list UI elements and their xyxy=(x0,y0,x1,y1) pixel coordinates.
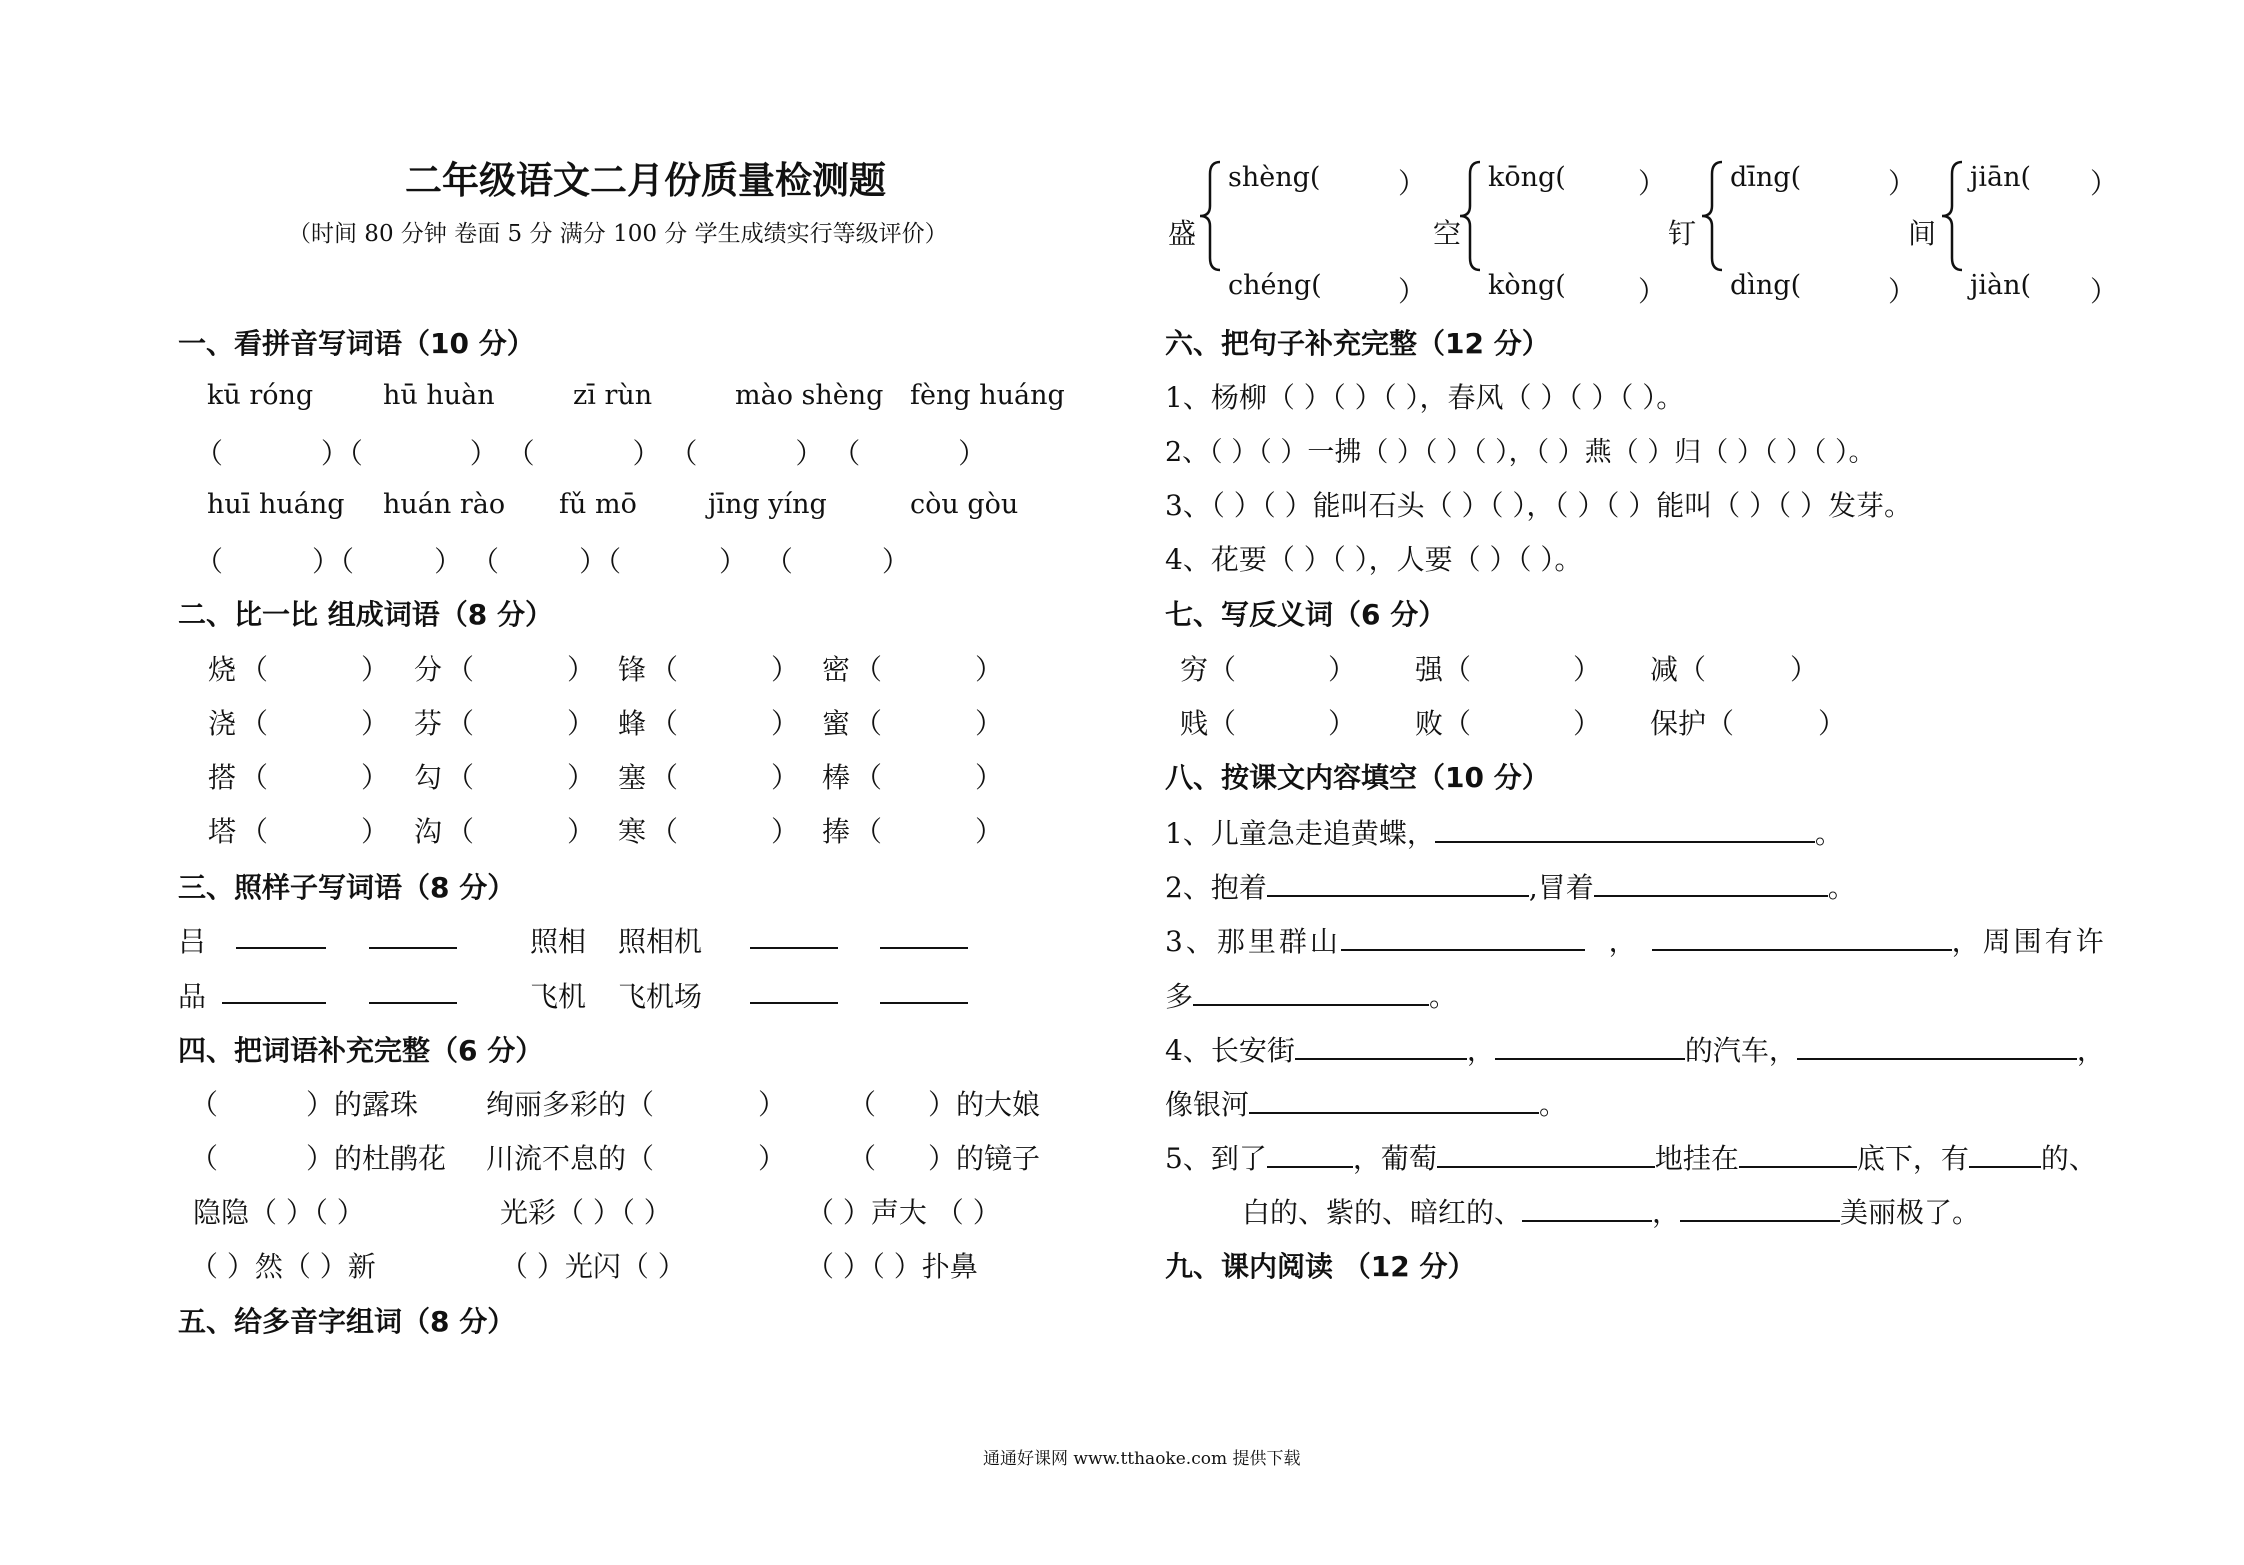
fill-text: ，葡萄 xyxy=(1352,1142,1437,1175)
open-paren: （ xyxy=(190,1088,219,1121)
open-paren: （ xyxy=(854,815,883,848)
section-6-heading: 六、把句子补充完整（12 分） xyxy=(1165,327,1550,360)
fill-text: ， xyxy=(2076,1034,2105,1067)
polyphone-pinyin: kōng( xyxy=(1488,162,1566,193)
blank-line[interactable] xyxy=(1522,1194,1652,1222)
fill-text: 多 xyxy=(1165,980,1194,1013)
open-paren: （ xyxy=(446,761,475,794)
blank-line[interactable] xyxy=(1295,1032,1467,1060)
compare-char: 棒 xyxy=(822,761,851,794)
open-paren: （ xyxy=(854,761,883,794)
curly-brace-icon xyxy=(1458,160,1484,272)
close-paren: ） xyxy=(1573,707,1602,740)
close-paren: ） xyxy=(975,707,1004,740)
sentence-4: 4、花要（ ）（ ），人要（ ）（ ）。 xyxy=(1165,543,1583,576)
example-char-2: 品 xyxy=(178,980,207,1013)
section-7-heading: 七、写反义词（6 分） xyxy=(1165,598,1447,631)
fill-text: 底下，有 xyxy=(1856,1142,1969,1175)
polyphone-pinyin: dīng( xyxy=(1730,162,1802,193)
close-paren: ） xyxy=(975,761,1004,794)
fill-text: ， xyxy=(1466,1034,1495,1067)
close-paren: ） xyxy=(771,761,800,794)
close-paren: ） xyxy=(1328,707,1357,740)
section-3-heading: 三、照样子写词语（8 分） xyxy=(178,871,516,904)
answer-brackets-row-2: （ ）（ ） （ ）（ ） （ ） xyxy=(195,545,910,578)
fill-text: ， xyxy=(1608,925,1640,958)
idiom-1: 隐隐（ ）（ ） xyxy=(193,1196,365,1229)
idiom-3: （ ）声大 （ ） xyxy=(806,1196,1001,1229)
close-paren: ） xyxy=(1328,653,1357,686)
close-paren: ） xyxy=(1638,275,1667,308)
compare-char: 分 xyxy=(414,653,443,686)
phrase-2: 绚丽多彩的（ xyxy=(486,1088,655,1121)
open-paren: （ xyxy=(848,1088,877,1121)
compare-char: 沟 xyxy=(414,815,443,848)
compare-char: 锋 xyxy=(618,653,647,686)
polyphone-char: 空 xyxy=(1433,217,1462,250)
blank-line[interactable] xyxy=(1969,1140,2041,1168)
open-paren: （ xyxy=(854,707,883,740)
close-paren: ） xyxy=(1398,167,1427,200)
example-char-1: 吕 xyxy=(178,925,207,958)
polyphone-char: 间 xyxy=(1908,217,1937,250)
polyphone-pinyin: kòng( xyxy=(1488,270,1566,301)
fill-text: 。 xyxy=(1539,1088,1568,1121)
fill-text: 像银河 xyxy=(1165,1088,1250,1121)
close-paren: ） xyxy=(567,653,596,686)
idiom-6: （ ）（ ）扑鼻 xyxy=(806,1250,978,1283)
blank-line[interactable] xyxy=(369,921,457,949)
fill-text: 5、到了 xyxy=(1165,1142,1267,1175)
open-paren: （ xyxy=(650,707,679,740)
close-paren: ） xyxy=(975,815,1004,848)
polyphone-pinyin: shèng( xyxy=(1228,162,1321,193)
blank-line[interactable] xyxy=(880,921,968,949)
close-paren: ） xyxy=(1888,167,1917,200)
antonym-5: 败（ xyxy=(1415,707,1472,740)
fill-text: ， xyxy=(1652,1196,1681,1229)
close-paren: ） xyxy=(1818,707,1847,740)
polyphone-pinyin: jiān( xyxy=(1970,162,2032,193)
exam-info: （时间 80 分钟 卷面 5 分 满分 100 分 学生成绩实行等级评价） xyxy=(288,221,948,247)
phrase-1: ）的露珠 xyxy=(306,1088,419,1121)
fill-text: 。 xyxy=(1827,871,1856,904)
section-1-heading: 一、看拼音写词语（10 分） xyxy=(178,327,535,360)
fill-text: 。 xyxy=(1429,980,1458,1013)
idiom-5: （ ）光闪（ ） xyxy=(500,1250,686,1283)
blank-line[interactable] xyxy=(1594,869,1828,897)
example-word-2: 照相机 xyxy=(618,925,703,958)
open-paren: （ xyxy=(446,707,475,740)
blank-line[interactable] xyxy=(1435,815,1815,843)
polyphone-char: 盛 xyxy=(1168,217,1197,250)
fill-item-5 xyxy=(1165,1137,2097,1177)
close-paren: ） xyxy=(975,653,1004,686)
fill-text: 的、 xyxy=(2040,1142,2097,1175)
sentence-1: 1、杨柳（ ）（ ）（ ），春风（ ）（ ）（ ）。 xyxy=(1165,381,1685,414)
open-paren: （ xyxy=(848,1142,877,1175)
close-paren: ） xyxy=(361,761,390,794)
open-paren: （ xyxy=(240,707,269,740)
polyphone-pinyin: chéng( xyxy=(1228,270,1322,301)
answer-brackets-row-1: （ ）（ ） （ ） （ ） （ ） xyxy=(195,437,987,470)
curly-brace-icon xyxy=(1940,160,1966,272)
close-paren: ） xyxy=(361,707,390,740)
blank-line[interactable] xyxy=(1267,869,1529,897)
blank-line[interactable] xyxy=(1249,1086,1539,1114)
phrase-5: 川流不息的（ xyxy=(486,1142,655,1175)
pinyin-2: hū huàn xyxy=(383,380,495,411)
antonym-2: 强（ xyxy=(1415,653,1472,686)
close-paren: ） xyxy=(1790,653,1819,686)
open-paren: （ xyxy=(446,815,475,848)
blank-line[interactable] xyxy=(1680,1194,1840,1222)
pinyin-8: fǔ mō xyxy=(559,489,637,520)
fill-text: ,冒着 xyxy=(1528,871,1594,904)
blank-line[interactable] xyxy=(1495,1032,1685,1060)
fill-item-4-cont xyxy=(1165,1083,1567,1123)
footer-source: 通通好课网 www.tthaoke.com 提供下载 xyxy=(983,1449,1301,1469)
close-paren: ） xyxy=(567,761,596,794)
fill-text: 2、抱着 xyxy=(1165,871,1267,904)
blank-line[interactable] xyxy=(1652,923,1952,951)
compare-char: 蜂 xyxy=(618,707,647,740)
fill-item-5-cont xyxy=(1242,1191,1980,1231)
fill-text: 。 xyxy=(1814,817,1843,850)
compare-char: 勾 xyxy=(414,761,443,794)
fill-item-4 xyxy=(1165,1029,2105,1069)
close-paren: ） xyxy=(1638,167,1667,200)
example-word-3: 飞机 xyxy=(530,980,587,1013)
section-5-heading: 五、给多音字组词（8 分） xyxy=(178,1305,516,1338)
section-4-heading: 四、把词语补充完整（6 分） xyxy=(178,1034,544,1067)
blank-line[interactable] xyxy=(222,976,326,1004)
section-2-heading: 二、比一比 组成词语（8 分） xyxy=(178,598,553,631)
page-title: 二年级语文二月份质量检测题 xyxy=(405,159,886,202)
compare-char: 浇 xyxy=(208,707,237,740)
antonym-3: 减（ xyxy=(1650,653,1707,686)
close-paren: ） xyxy=(771,707,800,740)
fill-text: 4、长安街 xyxy=(1165,1034,1295,1067)
section-9-heading: 九、课内阅读 （12 分） xyxy=(1165,1250,1476,1283)
blank-line[interactable] xyxy=(750,921,838,949)
fill-text: 地挂在 xyxy=(1654,1142,1739,1175)
close-paren: ） xyxy=(758,1142,787,1175)
fill-item-2 xyxy=(1165,866,1856,906)
blank-line[interactable] xyxy=(1739,1140,1857,1168)
close-paren: ） xyxy=(567,707,596,740)
open-paren: （ xyxy=(650,761,679,794)
compare-char: 蜜 xyxy=(822,707,851,740)
idiom-2: 光彩（ ）（ ） xyxy=(500,1196,672,1229)
polyphone-pinyin: dìng( xyxy=(1730,270,1802,301)
section-8-heading: 八、按课文内容填空（10 分） xyxy=(1165,761,1550,794)
blank-line[interactable] xyxy=(880,976,968,1004)
example-word-4: 飞机场 xyxy=(618,980,703,1013)
antonym-6: 保护（ xyxy=(1650,707,1735,740)
compare-char: 寒 xyxy=(618,815,647,848)
pinyin-6: huī huáng xyxy=(207,489,345,520)
phrase-3: ）的大娘 xyxy=(928,1088,1041,1121)
fill-text: 白的、紫的、暗红的、 xyxy=(1242,1196,1523,1229)
pinyin-9: jīng yíng xyxy=(708,489,827,520)
polyphone-char: 钉 xyxy=(1668,217,1697,250)
close-paren: ） xyxy=(771,815,800,848)
close-paren: ） xyxy=(361,653,390,686)
fill-text: ，周围有许 xyxy=(1951,925,2107,958)
fill-text: 1、儿童急走追黄蝶， xyxy=(1165,817,1435,850)
fill-text: 3、那里群山 xyxy=(1165,925,1341,958)
compare-char: 烧 xyxy=(208,653,237,686)
sentence-3: 3、（ ）（ ）能叫石头（ ）（ ），（ ）（ ）能叫（ ）（ ）发芽。 xyxy=(1165,489,1913,522)
close-paren: ） xyxy=(361,815,390,848)
blank-line[interactable] xyxy=(369,976,457,1004)
pinyin-10: còu gòu xyxy=(910,489,1019,520)
compare-char: 塔 xyxy=(208,815,237,848)
idiom-4: （ ）然（ ）新 xyxy=(190,1250,376,1283)
blank-line[interactable] xyxy=(750,976,838,1004)
curly-brace-icon xyxy=(1700,160,1726,272)
close-paren: ） xyxy=(1398,275,1427,308)
phrase-4: ）的杜鹃花 xyxy=(306,1142,447,1175)
pinyin-1: kū róng xyxy=(207,380,314,411)
polyphone-pinyin: jiàn( xyxy=(1970,270,2032,301)
phrase-6: ）的镜子 xyxy=(928,1142,1041,1175)
antonym-4: 贱（ xyxy=(1180,707,1237,740)
close-paren: ） xyxy=(2090,275,2119,308)
curly-brace-icon xyxy=(1198,160,1224,272)
open-paren: （ xyxy=(650,653,679,686)
example-word-1: 照相 xyxy=(530,925,587,958)
open-paren: （ xyxy=(240,653,269,686)
fill-item-3 xyxy=(1165,920,2107,960)
open-paren: （ xyxy=(854,653,883,686)
close-paren: ） xyxy=(567,815,596,848)
pinyin-3: zī rùn xyxy=(573,380,653,411)
open-paren: （ xyxy=(240,761,269,794)
pinyin-7: huán rào xyxy=(383,489,506,520)
blank-line[interactable] xyxy=(1341,923,1585,951)
compare-char: 搭 xyxy=(208,761,237,794)
close-paren: ） xyxy=(771,653,800,686)
blank-line[interactable] xyxy=(1797,1032,2077,1060)
fill-item-3-cont xyxy=(1165,975,1457,1015)
pinyin-4: mào shèng xyxy=(735,380,884,411)
antonym-1: 穷（ xyxy=(1180,653,1237,686)
fill-item-1 xyxy=(1165,812,1843,852)
fill-text: 美丽极了。 xyxy=(1840,1196,1981,1229)
close-paren: ） xyxy=(1573,653,1602,686)
fill-text: 的汽车， xyxy=(1684,1034,1797,1067)
blank-line[interactable] xyxy=(1437,1140,1655,1168)
pinyin-5: fèng huáng xyxy=(910,380,1065,411)
compare-char: 密 xyxy=(822,653,851,686)
close-paren: ） xyxy=(758,1088,787,1121)
sentence-2: 2、（ ）（ ）一拂（ ）（ ）（ ），（ ）燕（ ）归（ ）（ ）（ ）。 xyxy=(1165,437,1876,468)
open-paren: （ xyxy=(650,815,679,848)
blank-line[interactable] xyxy=(236,921,326,949)
open-paren: （ xyxy=(446,653,475,686)
compare-char: 塞 xyxy=(618,761,647,794)
open-paren: （ xyxy=(240,815,269,848)
blank-line[interactable] xyxy=(1193,978,1429,1006)
compare-char: 捧 xyxy=(822,815,851,848)
open-paren: （ xyxy=(190,1142,219,1175)
blank-line[interactable] xyxy=(1267,1140,1353,1168)
close-paren: ） xyxy=(2090,167,2119,200)
compare-char: 芬 xyxy=(414,707,443,740)
close-paren: ） xyxy=(1888,275,1917,308)
